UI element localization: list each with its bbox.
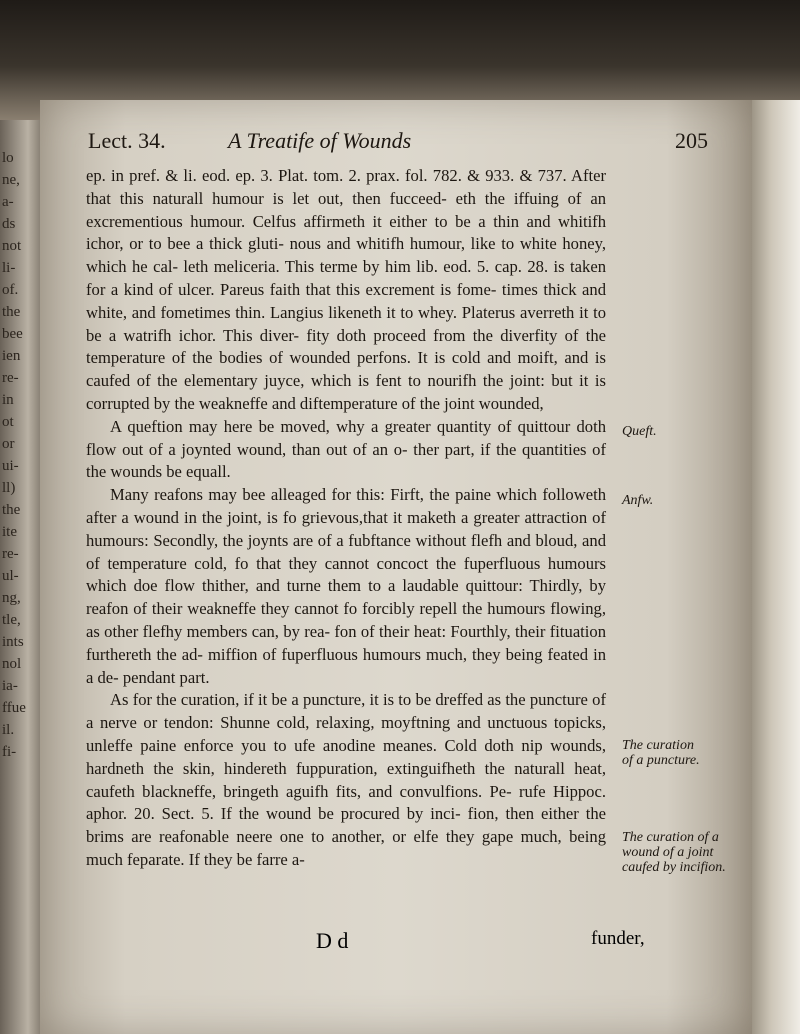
facing-page-fragment: re- [2, 370, 19, 386]
facing-page-fragment: of. [2, 282, 19, 298]
facing-page-fragment: ite [2, 524, 17, 540]
facing-page-fragment: ng, [2, 590, 21, 606]
page-edge-right [752, 100, 800, 1034]
margin-note-question: Queft. [622, 424, 657, 439]
paragraph-question: A queftion may here be moved, why a greater quantity of quittour doth flow out of a joynted wound, than out of an o- ther part, if the quantities of the wounds be equall. [86, 416, 606, 482]
facing-page-fragment: ne, [2, 172, 20, 188]
facing-page-edge [0, 120, 40, 1034]
facing-page-fragment: or [2, 436, 15, 452]
paragraph-curation: As for the curation, if it be a puncture, it is to be dreffed as the puncture of a nerve or tendon: Shunne cold, relaxing, moyftning and unctuous topicks, unleffe paine enforce you to ufe anodine meanes. Cold doth nip wounds, hardneth the skin, hindereth fuppuration, extinguifheth the naturall heat, caufeth blackneffe, bringeth aguifh fits, and convulfions. Pe- rufe Hippoc. aphor. 20. Sect. 5. If the wound be procured by inci- fion, then either the brims are reafonable neere one to another, or elfe they gape much, being much feparate. If they be farre a- [86, 690, 606, 869]
signature-mark: D d [316, 928, 349, 953]
facing-page-fragment: ui- [2, 458, 19, 474]
lecture-number: Lect. 34. [88, 128, 166, 153]
facing-page-fragment: ul- [2, 568, 19, 584]
facing-page-fragment: li- [2, 260, 16, 276]
facing-page-fragment: il. [2, 722, 15, 738]
facing-page-fragment: not [2, 238, 22, 254]
facing-page-fragment: fi- [2, 744, 17, 760]
facing-page-fragment: ien [2, 348, 21, 364]
facing-page-fragment: ds [2, 216, 16, 232]
running-title: A Treatife of Wounds [228, 128, 412, 153]
catchword: funder, [591, 928, 645, 949]
page-number: 205 [675, 128, 708, 153]
main-text [86, 165, 606, 872]
facing-page-fragment: ints [2, 634, 24, 650]
facing-page-fragment: the [2, 502, 21, 518]
facing-page-fragment: a- [2, 194, 14, 210]
facing-page-fragment: nol [2, 656, 22, 672]
facing-page-fragment: ia- [2, 678, 18, 694]
margin-note-curation-puncture: The curation of a puncture. [622, 738, 700, 768]
facing-page-fragment: ll) [2, 480, 16, 496]
paragraph-answer: Many reafons may bee alleaged for this: Firft, the paine which followeth after a wound in the joint, is fo grievous,that it maketh a greater attraction of humours: Secondly, the joynts are of a fubftance without flefh and bloud, and of temperature cold, fo that they cannot concoct the fuperfluous humours which doe flow thither, and turne them to a laudable quittour: Thirdly, by reafon of their weakneffe they cannot fo forcibly repell the humours flowing, as other flefhy members can, by rea- fon of their heat: Fourthly, their fituation furthereth the ad- miffion of fuperfluous humours much, they being feated in a de- pendant part. [86, 485, 606, 687]
facing-page-fragment: the [2, 304, 21, 320]
paragraph-intro: ep. in pref. & li. eod. ep. 3. Plat. tom. 2. prax. fol. 782. & 933. & 737. After that this naturall humour is let out, then fucceed- eth the iffuing of an excrementious humour. Celfus affirmeth it either to be a thin and whitifh ichor, or to bee a thick gluti- nous and whitifh humour, like to white honey, which he cal- leth meliceria. This terme by him lib. eod. 5. cap. 28. is taken for a kind of ulcer. Pareus faith that this excrement is fome- times thick and white, and fometimes thin. Langius likeneth it to whey. Platerus averreth it to be a watrifh ichor. This diver- fity doth proceed from the diverfity of the temperature of the bodies of wounded perfons. It is cold and moift, and is caufed of the elementary juyce, which is fent to nourifh the joint: but it is corrupted by the weakneffe and diftemperature of the joint wounded, [86, 166, 606, 413]
facing-page-fragment: bee [2, 326, 23, 342]
facing-page-fragment: re- [2, 546, 19, 562]
margin-note-curation-incision: The curation of a wound of a joint caufed by incifion. [622, 830, 726, 875]
margin-note-answer: Anfw. [622, 493, 654, 508]
facing-page-fragment: lo [2, 150, 14, 166]
running-header [88, 128, 708, 158]
facing-page-fragment: in [2, 392, 14, 408]
facing-page-fragment: ot [2, 414, 14, 430]
facing-page-fragment: ffue [2, 700, 26, 716]
facing-page-fragment: tle, [2, 612, 21, 628]
